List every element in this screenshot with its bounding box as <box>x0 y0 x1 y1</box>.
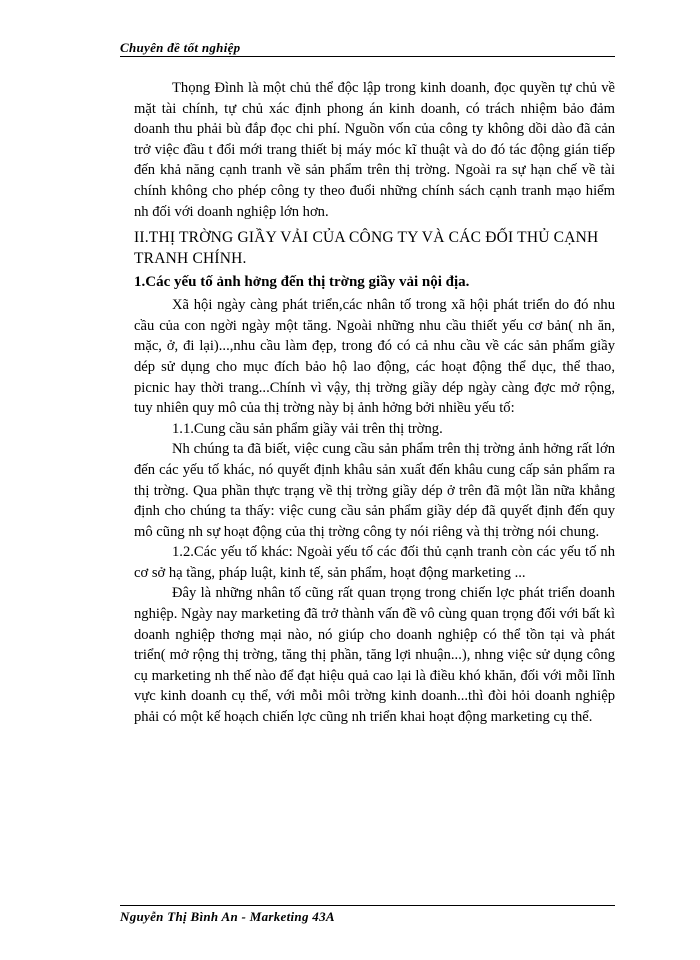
header-rule <box>120 56 615 57</box>
paragraph-supply-demand: Nh chúng ta đã biết, việc cung cầu sản phẩm trên thị trờng ảnh hởng rất lớn đến các yếu tố khác, nó quyết định khâu sản xuất đến khâu cung cấp sản phẩm ra thị trờng. Qua phần thực trạng về thị trờng giầy dép ở trên đã một lần nữa khẳng định cho chúng ta thấy: việc cung cầu sản phẩm giầy dép đã quyết định đến quy mô cũng nh sự hoạt động của thị trờng công ty nói riêng và thị trờng nói chung. <box>134 441 615 540</box>
paragraph-finance: Thọng Đình là một chủ thể độc lập trong kinh doanh, đọc quyền tự chủ về mặt tài chính, tự chủ xác định phong án kinh doanh, có trách nhiệm bảo đảm doanh thu phải bù đắp đọc chi phí. Nguồn vốn của công ty không dồi dào đã cản trở việc đầu t đổi mới trang thiết bị máy móc kĩ thuật và do đó tác động gián tiếp đến khả năng cạnh tranh về sản phẩm trên thị trờng. Ngoài ra sự hạn chế về tài chính không cho phép công ty theo đuổi những chính sách cạnh tranh mạo hiểm nh đối với doanh nghiệp lớn hơn. <box>134 80 615 220</box>
section-heading-ii: II.THỊ TRỜNG GIẦY VẢI CỦA CÔNG TY VÀ CÁC ĐỐI THỦ CẠNH TRANH CHÍNH. <box>134 229 599 267</box>
footer-rule <box>120 905 615 906</box>
subheading-factors: 1.Các yếu tố ảnh hởng đến thị trờng giầy vải nội địa. <box>134 274 470 291</box>
page-header <box>120 38 615 58</box>
page-content <box>134 78 615 728</box>
header-title: Chuyên đề tốt nghiệp <box>120 40 241 55</box>
footer-author: Nguyễn Thị Bình An - Marketing 43A <box>120 909 335 924</box>
paragraph-marketing: Đây là những nhân tố cũng rất quan trọng trong chiến lợc phát triển doanh nghiệp. Ngày nay marketing đã trở thành vấn đề vô cùng quan trọng đối với bất kì doanh nghiệp thơng mại nào, nó giúp cho doanh nghiệp có thể tồn tại và phát triển( mở rộng thị trờng, tăng thị phần, tăng lợi nhuận...), nhng việc sử dụng công cụ marketing nh thế nào để đạt hiệu quả cao lại là điều khó khăn, đối với mỗi lĩnh vực kinh doanh cụ thể, với mỗi môi trờng kinh doanh...thì đòi hỏi doanh nghiệp phải có một kế hoạch chiến lợc cũng nh triển khai hoạt động marketing cụ thể. <box>134 585 615 726</box>
item-heading-supply-demand: 1.1.Cung cầu sản phẩm giầy vải trên thị trờng. <box>172 420 443 437</box>
paragraph-society-needs: Xã hội ngày càng phát triển,các nhân tố trong xã hội phát triển do đó nhu cầu của con ngời ngày một tăng. Ngoài những nhu cầu thiết yếu cơ bản( nh ăn, mặc, ở, đi lại)...,nhu cầu làm đẹp, trong đó có cả nhu cầu về các sản phẩm giầy dép sử dụng cho mục đích bảo hộ lao động, các hoạt động thể dục, thể thao, picnic hay thời trang...Chính vì vậy, thị trờng giầy dép ngày càng đợc mở rộng, tuy nhiên quy mô của thị trờng này bị ảnh hởng bởi nhiều yếu tố: <box>134 297 615 417</box>
paragraph-other-factors: 1.2.Các yếu tố khác: Ngoài yếu tố các đối thủ cạnh tranh còn các yếu tố nh cơ sở hạ tầng, pháp luật, kinh tế, sản phẩm, hoạt động marketing ... <box>134 544 615 581</box>
page-footer <box>120 905 615 929</box>
